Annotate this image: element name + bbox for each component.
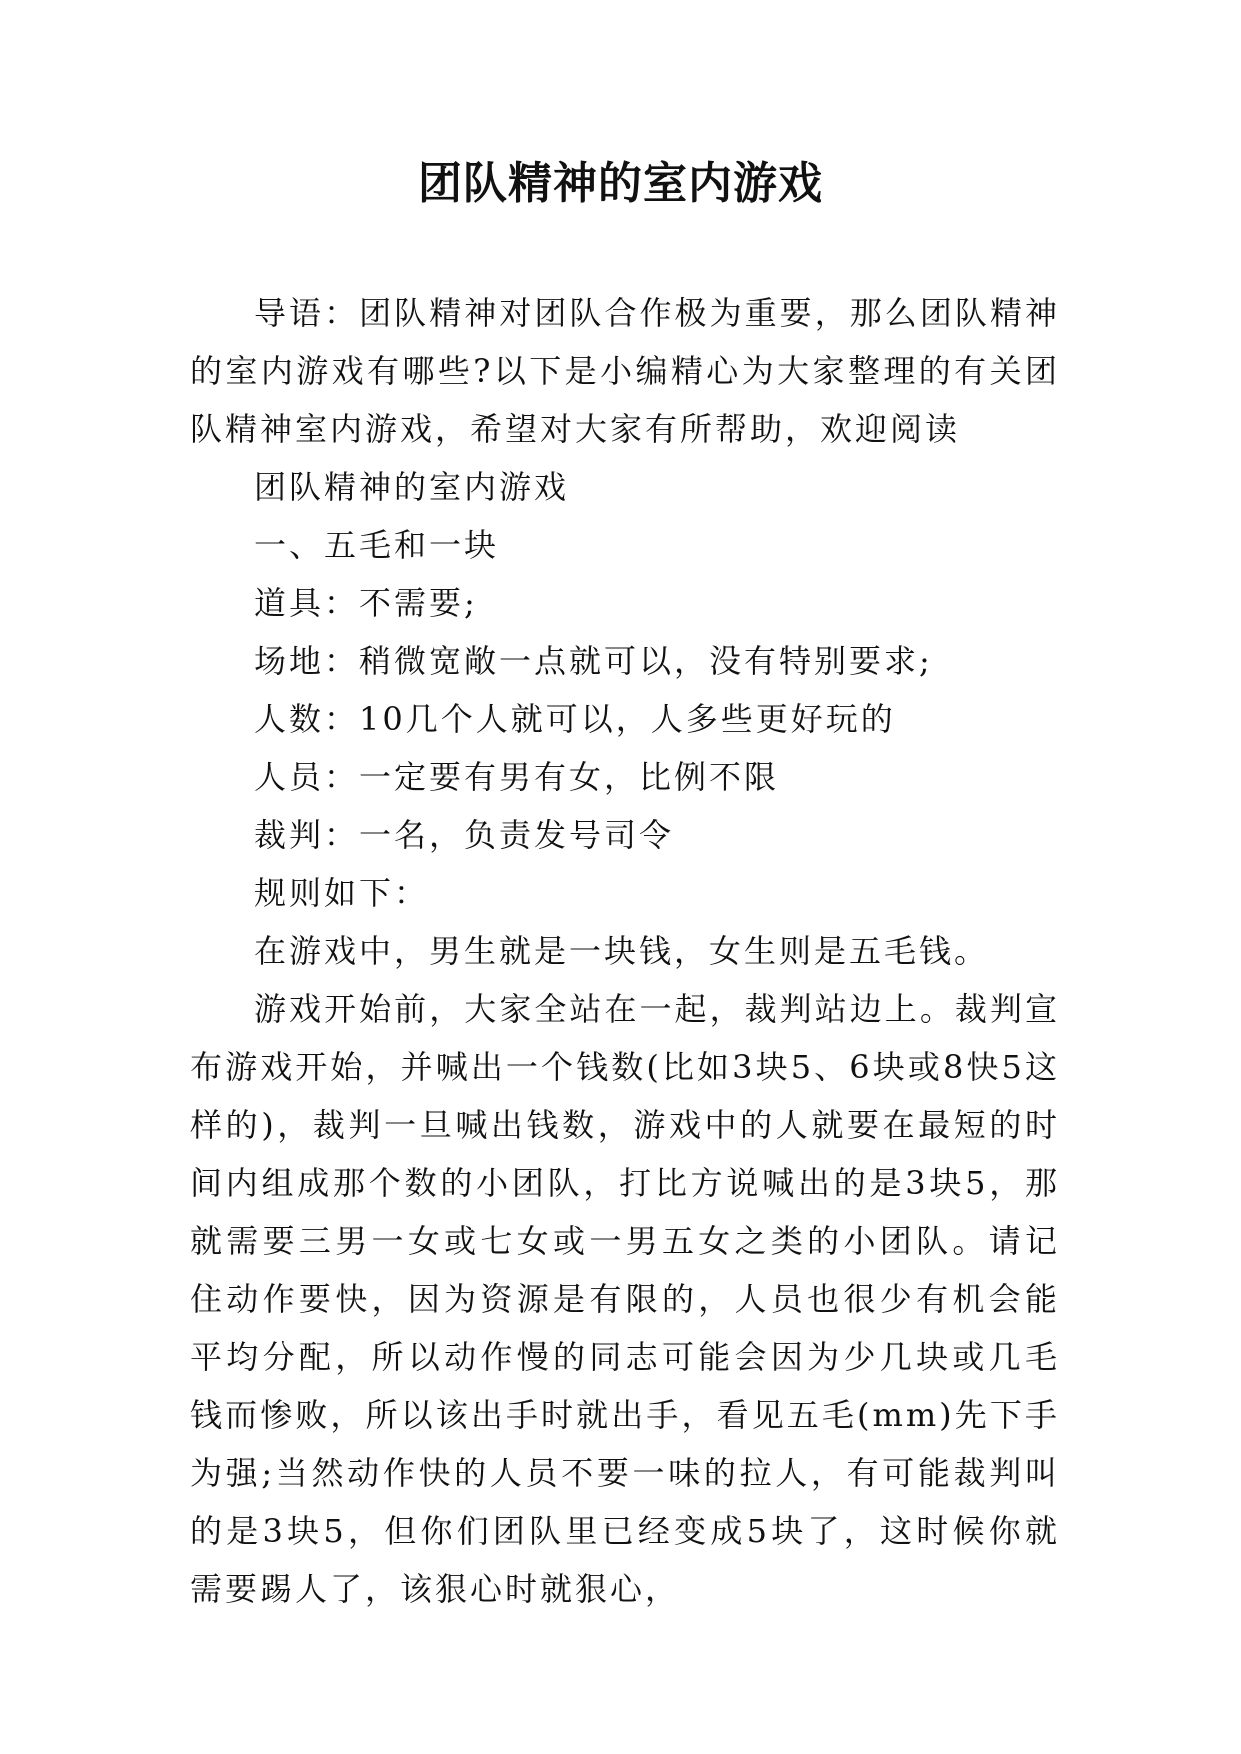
paragraph-rule-values: 在游戏中，男生就是一块钱，女生则是五毛钱。 bbox=[254, 932, 990, 970]
paragraph-props: 道具：不需要; bbox=[254, 584, 478, 622]
paragraph-venue: 场地：稍微宽敞一点就可以，没有特别要求; bbox=[254, 642, 933, 680]
paragraph-referee: 裁判：一名，负责发号司令 bbox=[254, 816, 675, 854]
paragraph-rules-heading: 规则如下： bbox=[254, 874, 430, 912]
paragraph-rule-details: 游戏开始前，大家全站在一起，裁判站边上。裁判宣布游戏开始，并喊出一个钱数(比如3块5、6块或8快5这样的)，裁判一旦喊出钱数，游戏中的人就要在最短的时间内组成那个数的小团队，打比方说喊出的是3块5，那就需要三男一女或七女或一男五女之类的小团队。请记住动作要快，因为资源是有限的，人员也很少有机会能平均分配，所以动作慢的同志可能会因为少几块或几毛钱而惨败，所以该出手时就出手，看见五毛(mm)先下手为强;当然动作快的人员不要一味的拉人，有可能裁判叫的是3块5，但你们团队里已经变成5块了，这时候你就需要踢人了，该狠心时就狠心， bbox=[190, 990, 1060, 1608]
paragraph-subtitle: 团队精神的室内游戏 bbox=[254, 468, 570, 506]
paragraph-intro: 导语：团队精神对团队合作极为重要，那么团队精神的室内游戏有哪些?以下是小编精心为大家整理的有关团队精神室内游戏，希望对大家有所帮助，欢迎阅读 bbox=[190, 294, 1060, 448]
paragraph-headcount: 人数：10几个人就可以，人多些更好玩的 bbox=[254, 700, 896, 738]
document-title: 团队精神的室内游戏 bbox=[418, 158, 823, 209]
paragraph-participants: 人员：一定要有男有女，比例不限 bbox=[254, 758, 780, 796]
paragraph-section-heading: 一、五毛和一块 bbox=[254, 526, 500, 564]
document-body bbox=[190, 284, 1060, 1618]
